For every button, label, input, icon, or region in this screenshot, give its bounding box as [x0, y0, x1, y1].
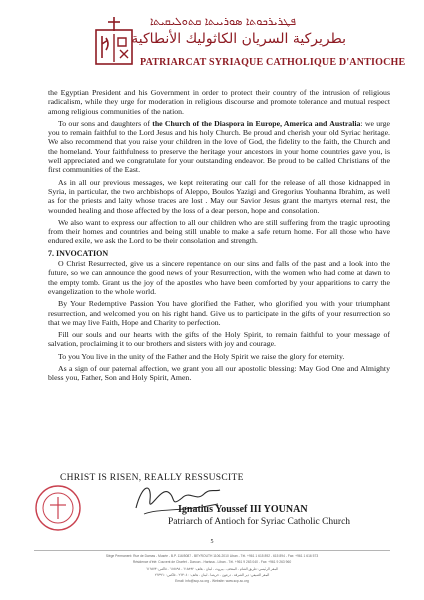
syriac-title: ܦܛܪܝܪܟܘܬܐ ܣܘܪܝܝܬܐ ܩܬܘܠܝܩܝܬܐ [150, 15, 296, 28]
footer [34, 550, 390, 584]
paragraph-diaspora [48, 119, 390, 175]
patriarchate-emblem-icon [94, 14, 134, 66]
footer-arabic-line: المقر الرئيسي: طريق الشام - المتحف - بيروت - لبنان - هاتف: ٦١٥٨٩٢ - ٦١٥٨٩٤ - فاكس: ٦١٦٥٧٣ [145, 566, 279, 571]
arabic-title: بطريركية السريان الكاثوليك الأنطاكية [131, 31, 346, 47]
signer-title: Patriarch of Antioch for Syriac Catholic Church [168, 517, 351, 527]
diaspora-bold: the Church of the Diaspora in Europe, America and Australia [152, 118, 361, 128]
paragraph: Fill our souls and our hearts with the gifts of the Holy Spirit, to remain faithful to your message of salvation, proclaiming it to our brothers and sisters with joy and courage. [48, 330, 390, 349]
paragraph-prefix: To our sons and daughters of [58, 118, 153, 128]
closing-acclamation: CHRIST IS RISEN, REALLY RESSUSCITE [60, 473, 244, 483]
letterhead [0, 0, 424, 86]
paragraph-suffix: : we urge you to remain faithful to the Lord Jesus and his holy Church. Be proud and cherish your old Syriac heritage. We also recommend that you raise your children in the love of God, the fidelity to the faith, the Church and the homeland. Your faithfulness to preserve the heritage your ancestors in your home countries gave you, is well appreciated and we congratulate for your outstanding endeavor. Be proud to be called Christians of the first communities of the East. [48, 118, 390, 175]
page-number: 5 [210, 539, 214, 545]
paragraph: As a sign of our paternal affection, we grant you all our apostolic blessing: May God One and Almighty bless you, Father, Son and Holy Spirit, Amen. [48, 364, 390, 383]
footer-contact-line: Email: info@scp-sc.org - Website: www.scp-sc.org [175, 579, 249, 584]
footer-address-line: Résidence d'été: Couvent de Charfet - Daroun - Harissa - Liban - Tél. +961 9 263 040 - Fax: +961 9 263 960 [132, 560, 292, 565]
latin-title: PATRIARCAT SYRIAQUE CATHOLIQUE D'ANTIOCHE [140, 57, 406, 68]
section-heading: 7. INVOCATION [48, 248, 109, 258]
patriarchal-seal-icon [34, 484, 82, 532]
paragraph: O Christ Resurrected, give us a sincere repentance on our sins and falls of the past and a look into the future, so we can announce the good news of your Resurrection, with the women who had come at dawn to the empty tomb. Grant us the joy of the apostles who have been comforted by your apparitions to carry the evangelization to the whole world. [48, 259, 390, 296]
paragraph: We also want to express our affection to all our children who are still suffering from the tragic uprooting from their homes and countries and being still unable to make a safe return home. For all those who have endured exile, we ask the Lord to be their consolation and strength. [48, 217, 390, 246]
signer-name: Ignatius Youssef III YOUNAN [178, 504, 308, 515]
paragraph: To you You live in the unity of the Father and the Holy Spirit we raise the glory for eternity. [58, 351, 345, 361]
paragraph: By Your Redemptive Passion You have glorified the Father, who glorified you with your triumphant resurrection, and welcomed you on his right hand. Give us to participate in the gifts of your resurrection so that we may live Faith, Hope and Charity to perfection. [48, 299, 390, 327]
paragraph: As in all our previous messages, we kept reiterating our call for the release of all those kidnapped in Syria, in particular, the two archbishops of Aleppo, Boulos Yazigi and Gregorius Youhanna Ibrahim, as well as for the priests and laity whose traces are lost . May our Savior Jesus grant the martyrs eternal rest, the wounded healing and those affected by the loss of a dear person, hope and consolation. [48, 177, 390, 215]
footer-address-line: Siège Permanent: Rue de Damas - Musée - B.P. 116/5087 - BEYROUTH 1106-2010 Liban - Tél. +961 1 615 892 - 615 894 - Fax: +961 1 616 573 [105, 554, 319, 558]
paragraph: the Egyptian President and his Government in order to protect their country of the intrusion of religious radicalism, while they urge for moderation in religious discourse and promote tolerance and mutual respect among religious communities of the nation. [48, 88, 390, 116]
footer-arabic-line: المقر الصيفي: دير الشرفة - درعون - حريصا - لبنان - هاتف: ٢٦٣٠٤٠ - فاكس: ٢٦٣٩٦٠ [154, 572, 270, 577]
letter-body [48, 88, 390, 386]
